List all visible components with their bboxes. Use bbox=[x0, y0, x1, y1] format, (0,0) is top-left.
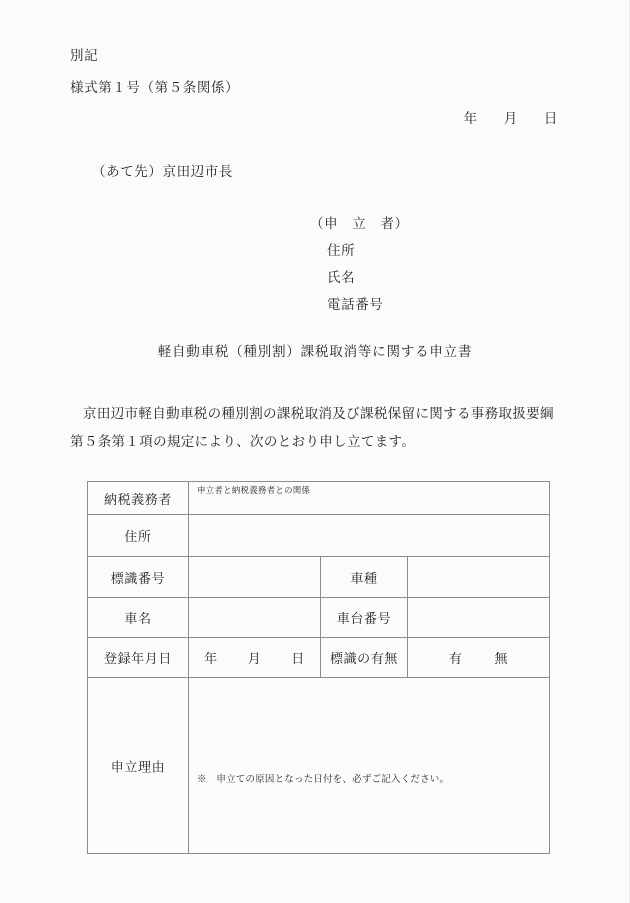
reason-value-cell[interactable] bbox=[189, 678, 550, 854]
plate-number-value-cell[interactable] bbox=[189, 557, 321, 598]
taxpayer-relation-note: 申立者と納税義務者との関係 bbox=[197, 485, 311, 495]
taxpayer-label-cell: 納税義務者 bbox=[88, 482, 189, 515]
reason-note: ※ 申立ての原因となった日付を、必ずご記入ください。 bbox=[197, 774, 450, 785]
table-row-reason bbox=[88, 678, 550, 854]
plate-presence-yes[interactable]: 有 bbox=[448, 651, 463, 666]
registration-month: 月 bbox=[247, 651, 262, 666]
body-paragraph bbox=[70, 400, 562, 456]
application-table bbox=[87, 481, 550, 854]
date-year: 年 bbox=[463, 111, 478, 126]
plate-presence-value-cell[interactable] bbox=[408, 638, 550, 678]
applicant-address-label: 住所 bbox=[327, 243, 356, 258]
address-value-cell[interactable] bbox=[189, 515, 550, 557]
body-line-1: 京田辺市軽自動車税の種別割の課税取消及び課税保留に関する事務取扱要綱 bbox=[83, 406, 554, 421]
plate-number-label-cell: 標識番号 bbox=[88, 557, 189, 598]
date-month: 月 bbox=[503, 111, 518, 126]
vehicle-type-label-cell: 車種 bbox=[321, 557, 408, 598]
registration-year: 年 bbox=[204, 651, 218, 666]
vehicle-type-value-cell[interactable] bbox=[408, 557, 550, 598]
date-line bbox=[0, 107, 558, 127]
page-title: 軽自動車税（種別割）課税取消等に関する申立書 bbox=[157, 344, 473, 359]
table-row-address bbox=[88, 515, 550, 557]
taxpayer-value-cell[interactable] bbox=[189, 482, 550, 515]
address-label-cell: 住所 bbox=[88, 515, 189, 557]
form-number: 様式第１号（第５条関係） bbox=[70, 80, 240, 95]
addressee: （あて先）京田辺市長 bbox=[92, 164, 233, 179]
registration-date-label-cell: 登録年月日 bbox=[88, 638, 189, 678]
plate-presence-no[interactable]: 無 bbox=[494, 651, 509, 666]
table-row-car-name bbox=[88, 598, 550, 638]
registration-date-value-cell[interactable] bbox=[189, 638, 321, 678]
applicant-block bbox=[310, 210, 409, 318]
table-row-taxpayer bbox=[88, 482, 550, 515]
chassis-number-label-cell: 車台番号 bbox=[321, 598, 408, 638]
body-line-2: 第５条第１項の規定により、次のとおり申し立てます。 bbox=[70, 434, 416, 449]
car-name-value-cell[interactable] bbox=[189, 598, 321, 638]
appendix-label: 別記 bbox=[70, 48, 99, 63]
date-day: 日 bbox=[543, 111, 558, 126]
table-row-registration-date bbox=[88, 638, 550, 678]
plate-presence-label-cell: 標識の有無 bbox=[321, 638, 408, 678]
applicant-phone-label: 電話番号 bbox=[327, 297, 384, 312]
reason-label-cell bbox=[88, 678, 189, 854]
table-row-plate-number bbox=[88, 557, 550, 598]
reason-label-text: 申立理由 bbox=[110, 759, 166, 774]
chassis-number-value-cell[interactable] bbox=[408, 598, 550, 638]
applicant-heading: （申 立 者） bbox=[310, 216, 409, 231]
car-name-label-cell: 車名 bbox=[88, 598, 189, 638]
registration-day: 日 bbox=[291, 651, 305, 666]
applicant-name-label: 氏名 bbox=[327, 270, 356, 285]
